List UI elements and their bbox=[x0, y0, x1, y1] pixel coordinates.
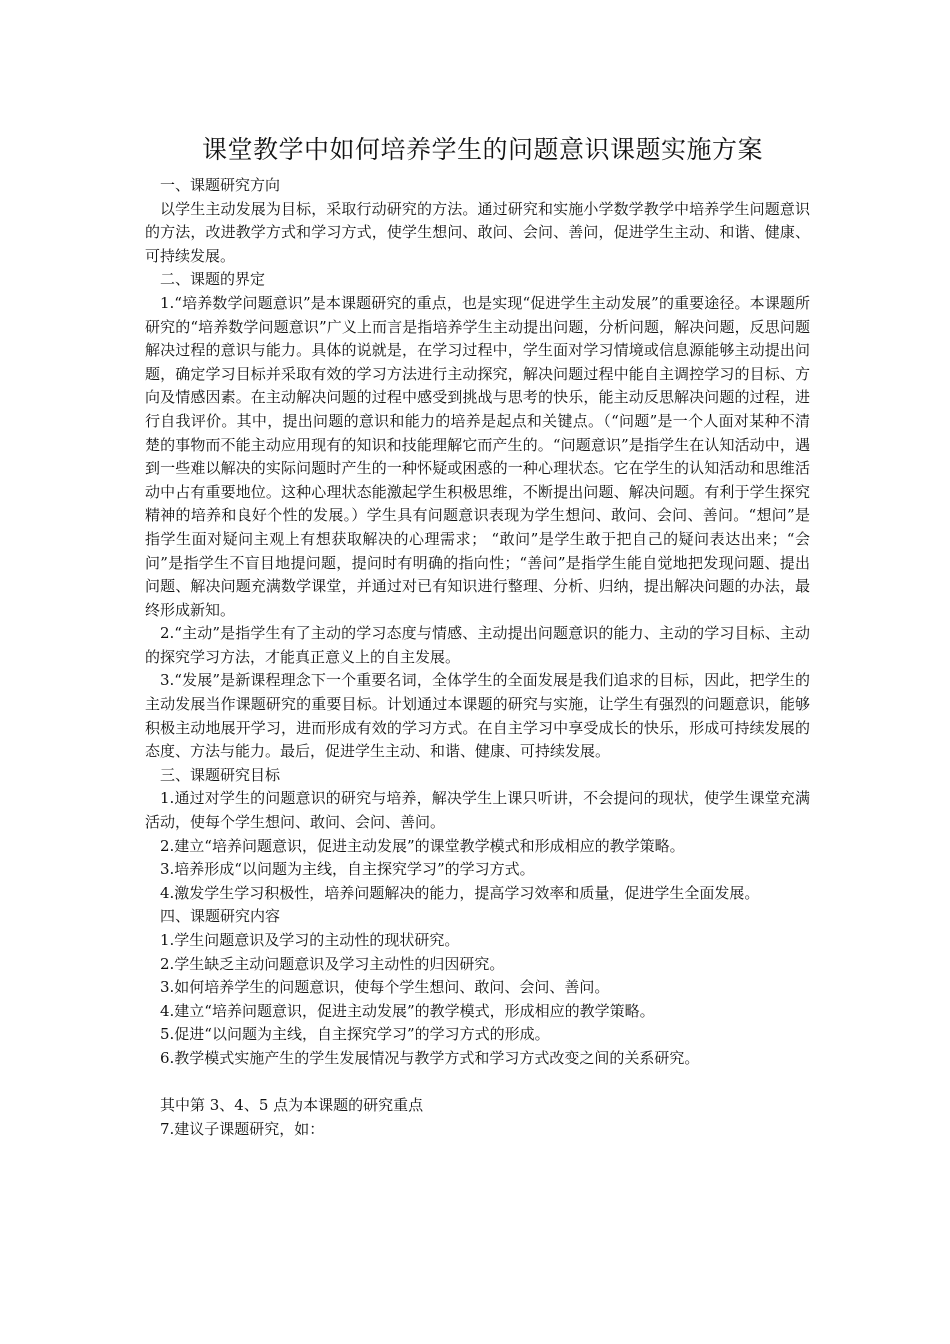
paragraph: 3.“发展”是新课程理念下一个重要名词，全体学生的全面发展是我们追求的目标，因此，把学生的主动发展当作课题研究的重要目标。计划通过本课题的研究与实施，让学生有强烈的问题意识，能够积极主动地展开学习，进而形成有效的学习方式。在自主学习中享受成长的快乐，形成可持续发展的态度、方法与能力。最后，促进学生主动、和谐、健康、可持续发展。 bbox=[145, 671, 810, 761]
section-heading: 一、课题研究方向 bbox=[160, 176, 281, 194]
section-heading: 四、课题研究内容 bbox=[160, 907, 281, 926]
list-item: 7.建议子课题研究，如： bbox=[160, 1119, 325, 1138]
list-item: 6.教学模式实施产生的学生发展情况与教学方式和学习方式改变之间的关系研究。 bbox=[160, 1048, 700, 1067]
section-heading: 二、课题的界定 bbox=[160, 270, 266, 289]
section-closing bbox=[145, 1094, 810, 1141]
section-heading: 三、课题研究目标 bbox=[160, 765, 281, 784]
paragraph: 以学生主动发展为目标，采取行动研究的方法。通过研究和实施小学数学教学中培养学生问题意识的方法，改进教学方式和学习方式，使学生想问、敢问、会问、善问，促进学生主动、和谐、健康、可持续发展。 bbox=[145, 199, 810, 265]
list-item: 3.培养形成“以问题为主线，自主探究学习”的学习方式。 bbox=[160, 860, 535, 879]
list-item: 1.通过对学生的问题意识的研究与培养，解决学生上课只听讲，不会提问的现状，使学生课堂充满活动，使每个学生想问、敢问、会问、善问。 bbox=[145, 789, 810, 832]
paragraph: 2.“主动”是指学生有了主动的学习态度与情感、主动提出问题意识的能力、主动的学习目标、主动的探究学习方法，才能真正意义上的自主发展。 bbox=[145, 624, 810, 666]
list-item: 3.如何培养学生的问题意识，使每个学生想问、敢问、会问、善问。 bbox=[160, 978, 610, 997]
blank-line bbox=[145, 1071, 810, 1095]
list-item: 5.促进“以问题为主线，自主探究学习”的学习方式的形成。 bbox=[160, 1025, 550, 1044]
list-item: 1.学生问题意识及学习的主动性的现状研究。 bbox=[160, 931, 460, 949]
section-definition bbox=[145, 268, 810, 763]
document-body bbox=[145, 132, 810, 1141]
list-item: 4.建立“培养问题意识，促进主动发展”的教学模式，形成相应的教学策略。 bbox=[160, 1001, 655, 1020]
section-research-goals bbox=[145, 764, 810, 906]
document-title: 课堂教学中如何培养学生的问题意识课题实施方案 bbox=[201, 135, 763, 164]
section-research-direction bbox=[145, 174, 810, 268]
section-research-content bbox=[145, 905, 810, 1070]
paragraph: 1.“培养数学问题意识”是本课题研究的重点，也是实现“促进学生主动发展”的重要途径。本课题所研究的“培养数学问题意识”广义上而言是指培养学生主动提出问题，分析问题，解决问题，反思问题解决过程的意识与能力。具体的说就是，在学习过程中，学生面对学习情境或信息源能够主动提出问题，确定学习目标并采取有效的学习方法进行主动探究，解决问题过程中能自主调控学习的目标、方向及情感因素。在主动解决问题的过程中感受到挑战与思考的快乐，能主动反思解决问题的过程，进行自我评价。其中，提出问题的意识和能力的培养是起点和关键点。（“问题”是一个人面对某种不清楚的事物而不能主动应用现有的知识和技能理解它而产生的。“问题意识”是指学生在认知活动中，遇到一些难以解决的实际问题时产生的一种怀疑或困惑的一种心理状态。它在学生的认知活动和思维活动中占有重要地位。这种心理状态能激起学生积极思维，不断提出问题、解决问题。有利于学生探究精神的培养和良好个性的发展。）学生具有问题意识表现为学生想问、敢问、会问、善问。“想问”是指学生面对疑问主观上有想获取解决的心理需求； “敢问”是学生敢于把自己的疑问表达出来；“会问”是指学生不盲目地提问题，提问时有明确的指向性；“善问”是指学生能自觉地把发现问题、提出问题、解决问题充满数学课堂，并通过对已有知识进行整理、分析、归纳，提出解决问题的办法，最终形成新知。 bbox=[145, 293, 810, 619]
key-points-note: 其中第 3、4、5 点为本课题的研究重点 bbox=[160, 1096, 424, 1115]
list-item: 4.激发学生学习积极性，培养问题解决的能力，提高学习效率和质量，促进学生全面发展。 bbox=[160, 883, 760, 902]
list-item: 2.学生缺乏主动问题意识及学习主动性的归因研究。 bbox=[160, 954, 505, 973]
list-item: 2.建立“培养问题意识，促进主动发展”的课堂教学模式和形成相应的教学策略。 bbox=[160, 836, 685, 855]
